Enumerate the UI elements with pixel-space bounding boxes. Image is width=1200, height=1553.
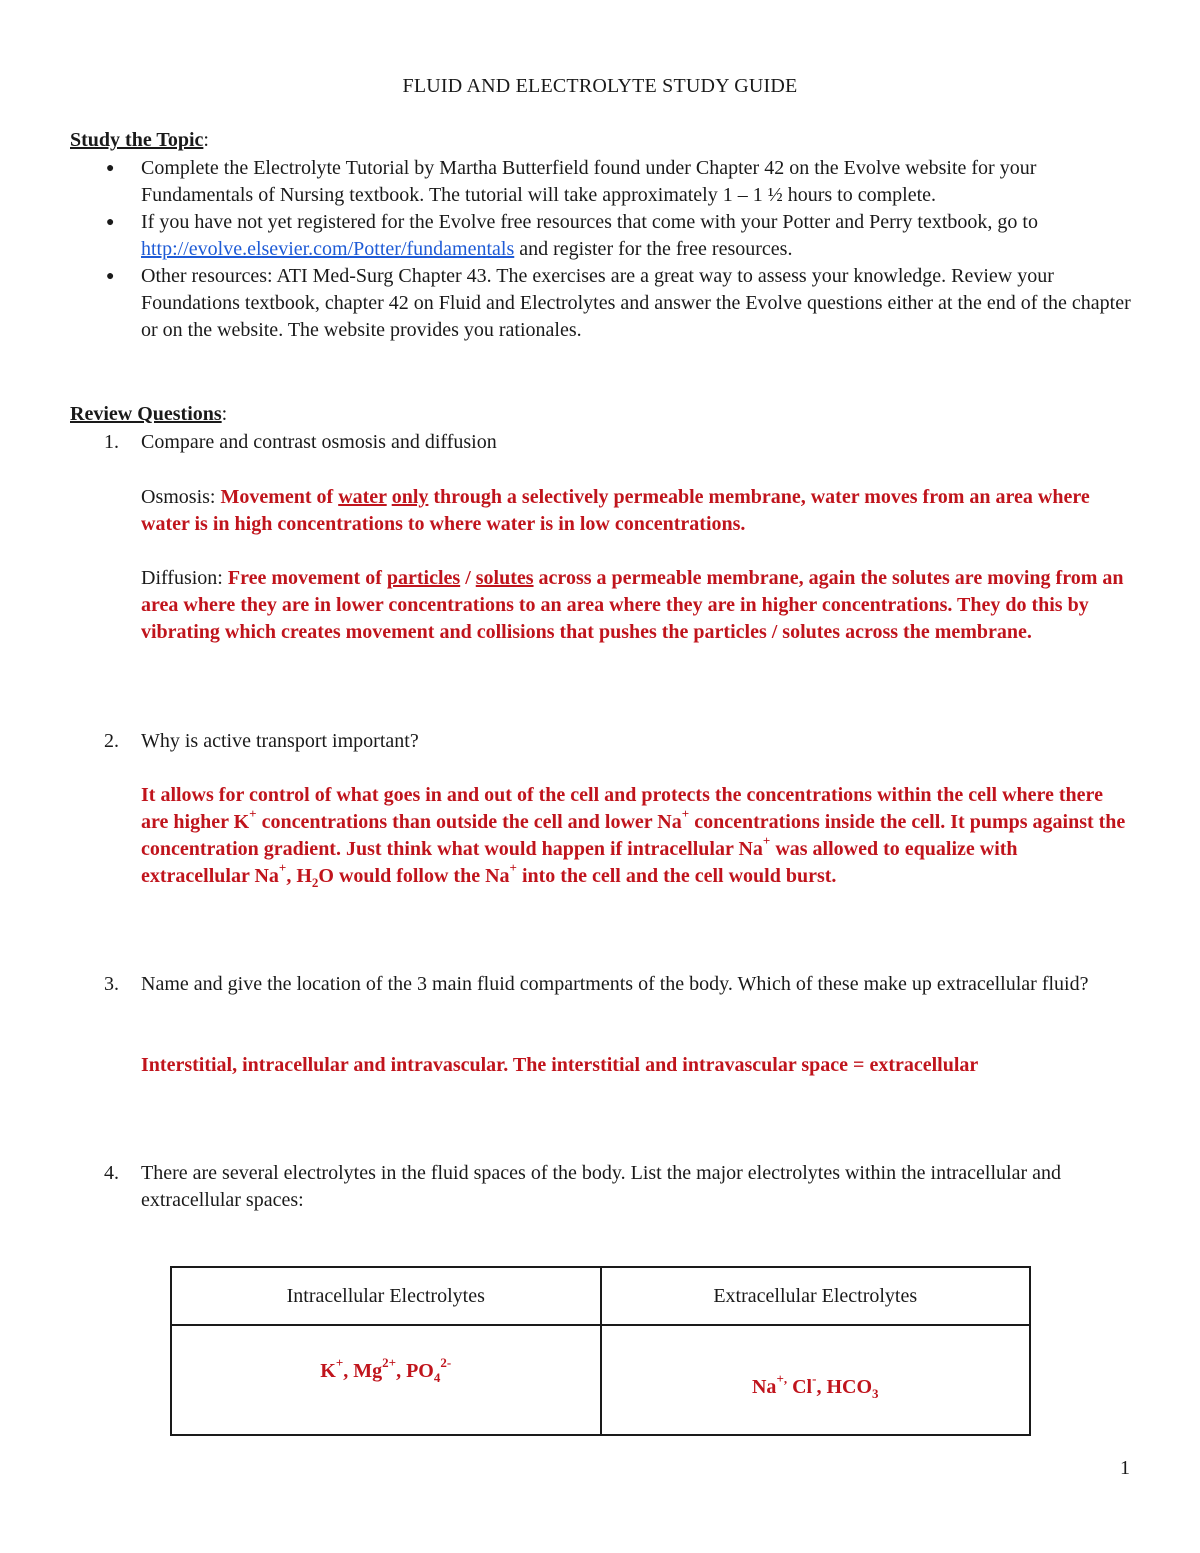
study-bullet: ● Complete the Electrolyte Tutorial by Martha Butterfield found under Chapter 42 on the Evolve website for your Fundamentals of Nursing textbook. The tutorial will take approximately 1 – 1 ½ hours to complete. [106, 157, 1037, 206]
document-title: FLUID AND ELECTROLYTE STUDY GUIDE [402, 75, 798, 97]
question-text: Why is active transport important? [141, 730, 419, 752]
question-number: 4. [104, 1162, 119, 1184]
question-2 [104, 728, 1134, 755]
bullet-dot-icon: ● [106, 269, 115, 284]
table-header-row [171, 1267, 1030, 1325]
extracellular-electrolytes: Na+, Cl-, $HCO_3$ [601, 1325, 1031, 1435]
intracellular-electrolytes: K+, $Mg^{2+}$, $PO_4^{2-}$ [171, 1325, 601, 1435]
question-number: 1. [104, 431, 119, 453]
bullet-dot-icon: ● [106, 161, 115, 176]
table-row [171, 1325, 1030, 1435]
question-4 [104, 1160, 1134, 1214]
question-number: 2. [104, 730, 119, 752]
question-number: 3. [104, 973, 119, 995]
extracellular-header: Extracellular Electrolytes [601, 1267, 1031, 1325]
diffusion-label: Diffusion: [141, 567, 228, 589]
question-text: Compare and contrast osmosis and diffusion [141, 431, 497, 453]
diffusion-answer: Diffusion: Free movement of particles / solutes across a permeable membrane, again the solutes are moving from an area where they are in lower concentrations to an area where they are in higher concentrations. They do this by vibrating which creates movement and collisions that pushes the particles / solutes across the membrane. [141, 567, 1124, 643]
question-text: Name and give the location of the 3 main fluid compartments of the body. Which of these make up extracellular fluid? [141, 973, 1089, 995]
active-transport-answer: It allows for control of what goes in and out of the cell and protects the concentrations within the cell where there are higher K+ concentrations than outside the cell and lower Na+ concentrations inside the cell. It pumps against the concentration gradient. Just think what would happen if intracellular Na+ was allowed to equalize with extracellular Na+, $H_2O$ would follow the Na+ into the cell and the cell would burst. [141, 784, 1126, 890]
evolve-link[interactable]: http://evolve.elsevier.com/Potter/fundamentals [141, 238, 515, 260]
osmosis-label: Osmosis: [141, 486, 221, 508]
review-heading: Review Questions: [70, 403, 228, 425]
question-3 [104, 971, 1134, 998]
study-heading: Study the Topic: [70, 129, 209, 151]
intracellular-header: Intracellular Electrolytes [171, 1267, 601, 1325]
study-heading-text: Study the Topic [70, 129, 204, 151]
bullet-dot-icon: ● [106, 215, 115, 230]
question-text: There are several electrolytes in the fluid spaces of the body. List the major electrolytes within the intracellular and extracellular spaces: [141, 1162, 1062, 1211]
electrolyte-table [170, 1266, 1031, 1436]
study-bullet-list [104, 155, 1134, 344]
review-heading-text: Review Questions [70, 403, 222, 425]
fluid-compartments-answer: Interstitial, intracellular and intravascular. The interstitial and intravascular space = extracellular [141, 1054, 979, 1076]
page-number: 1 [1120, 1457, 1130, 1479]
study-bullet: ● Other resources: ATI Med-Surg Chapter 43. The exercises are a great way to assess your knowledge. Review your Foundations textbook, chapter 42 on Fluid and Electrolytes and answer the Evolve questions either at the end of the chapter or on the website. The website provides you rationales. [106, 265, 1131, 341]
question-1 [104, 429, 1134, 456]
osmosis-answer: Osmosis: Movement of water only through a selectively permeable membrane, water moves from an area where water is in high concentrations to where water is in low concentrations. [141, 486, 1090, 535]
study-bullet: ● If you have not yet registered for the Evolve free resources that come with your Potter and Perry textbook, go to http://evolve.elsevier.com/Potter/fundamentals and register for the free resources. [106, 211, 1038, 260]
